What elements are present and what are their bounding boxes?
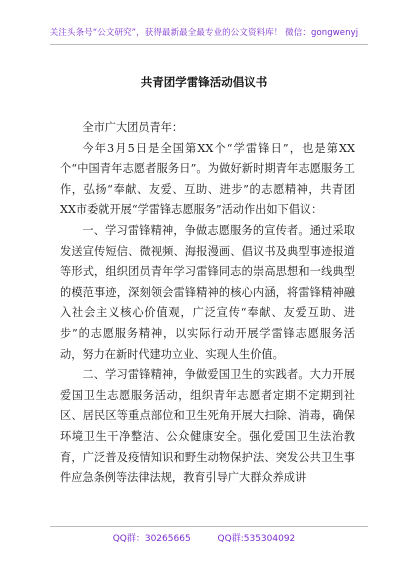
salutation: 全市广大团员青年： xyxy=(82,121,184,134)
footer-divider xyxy=(50,526,368,527)
footer-qq-group-1: QQ群：30265665 xyxy=(112,534,191,544)
paragraph-section-1: 一、学习雷锋精神，争做志愿服务的宣传者。通过采取发送宣传短信、微视频、海报漫画、倡议书及典型事迹报道等形式，组织团员青年学习雷锋同志的崇高思想和一线典型的模范事迹，深刻领会雷锋精神的核心内涵，将雷锋精神融入社会主义核心价值观，广泛宣传“奉献、友爱互助、进步”的志愿服务精神，以实际行动开展学雷锋志愿服务活动，努力在新时代建功立业、实现人生价值。 xyxy=(60,223,355,361)
paragraph-intro: 今年3月5日是全国第XX个“学雷锋日”，也是第XX个“中国青年志愿者服务日”。为做好新时期青年志愿服务工作，弘扬“奉献、友爱、互助、进步”的志愿精神，共青团XX市委就开展“学雷锋志愿服务”活动作出如下倡议： xyxy=(60,141,355,217)
header-divider xyxy=(50,44,368,45)
document-title: 共青团学雷锋活动倡议书 xyxy=(140,75,268,89)
document-body xyxy=(60,118,355,489)
paragraph-section-2: 二、学习雷锋精神，争做爱国卫生的实践者。大力开展爱国卫生志愿服务活动，组织青年志愿者定期不定期到社区、居民区等重点部位和卫生死角开展大扫除、消毒，确保环境卫生干净整洁、公众健康安全。强化爱国卫生法治教育，广泛普及疫情知识和野生动物保护法、突发公共卫生事件应急条例等法律法规，教育引导广大群众养成讲 xyxy=(60,368,355,485)
footer-qq-group-2: QQ群:535304092 xyxy=(217,534,296,544)
header-banner: 关注头条号“公文研究”，获得最新最全最专业的公文资料库！ 微信：gongwenyj xyxy=(49,28,359,38)
footer-contacts xyxy=(0,531,408,544)
